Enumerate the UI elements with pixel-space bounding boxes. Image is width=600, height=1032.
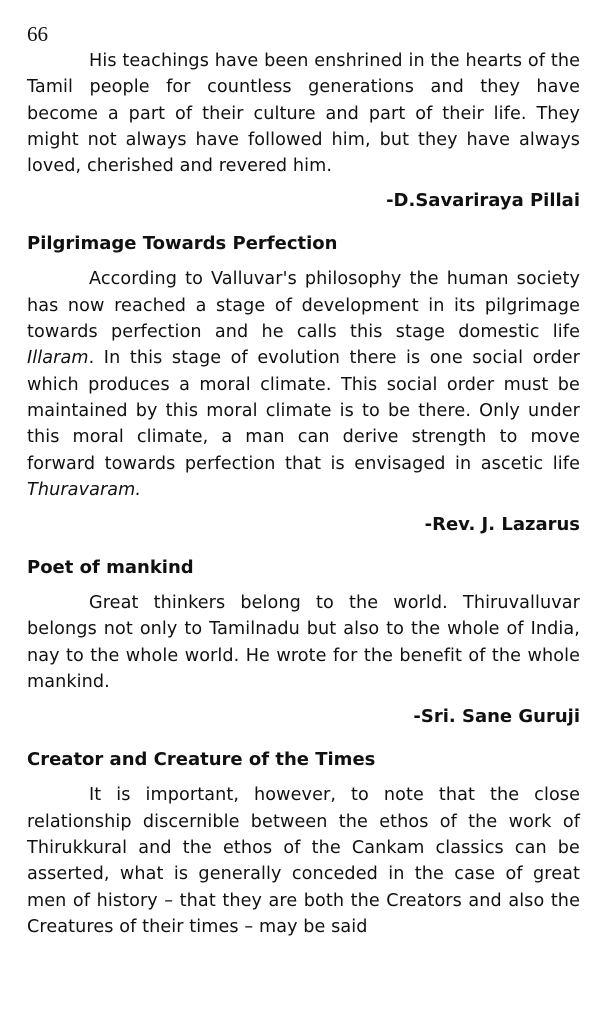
paragraph-text-part: According to Valluvar's philosophy the human society has now reached a stage of development in its pilgrimage towards perfection and he calls this stage domestic life [27, 269, 580, 343]
section-heading-pilgrimage: Pilgrimage Towards Perfection [27, 233, 338, 255]
page-content [27, 48, 580, 940]
section-heading-poet-of-mankind: Poet of mankind [27, 557, 194, 579]
paragraph-text-part: . In this stage of evolution there is one social order which produces a moral climate. This social order must be maintained by this moral climate is to be there. Only under this moral climate, a man can derive strength to move forward towards perfection that is envisaged in ascetic life [27, 348, 580, 474]
page-number: 66 [27, 22, 48, 46]
attribution-lazarus: -Rev. J. Lazarus [424, 514, 580, 536]
quote-paragraph-guruji: Great thinkers belong to the world. Thiruvalluvar belongs not only to Tamilnadu but also to the whole of India, nay to the whole world. He wrote for the benefit of the whole mankind. [27, 593, 580, 693]
quote-paragraph-savariraya: His teachings have been enshrined in the hearts of the Tamil people for countless generations and they have become a part of their culture and part of their life. They might not always have followed him, but they have always loved, cherished and revered him. [27, 51, 580, 177]
section-heading-creator-creature: Creator and Creature of the Times [27, 749, 376, 771]
quote-paragraph-lazarus [27, 266, 580, 503]
attribution-savariraya: -D.Savariraya Pillai [386, 190, 580, 212]
italic-term-illaram: Illaram [27, 348, 89, 369]
paragraph-creator-creature: It is important, however, to note that the close relationship discernible between the ethos of the work of Thirukkural and the ethos of the Cankam classics can be asserted, what is generally conceded in the case of great men of history – that they are both the Creators and also the Creatures of their times – may be said [27, 785, 580, 937]
attribution-guruji: -Sri. Sane Guruji [413, 706, 580, 728]
italic-term-thuravaram: Thuravaram. [27, 479, 142, 500]
